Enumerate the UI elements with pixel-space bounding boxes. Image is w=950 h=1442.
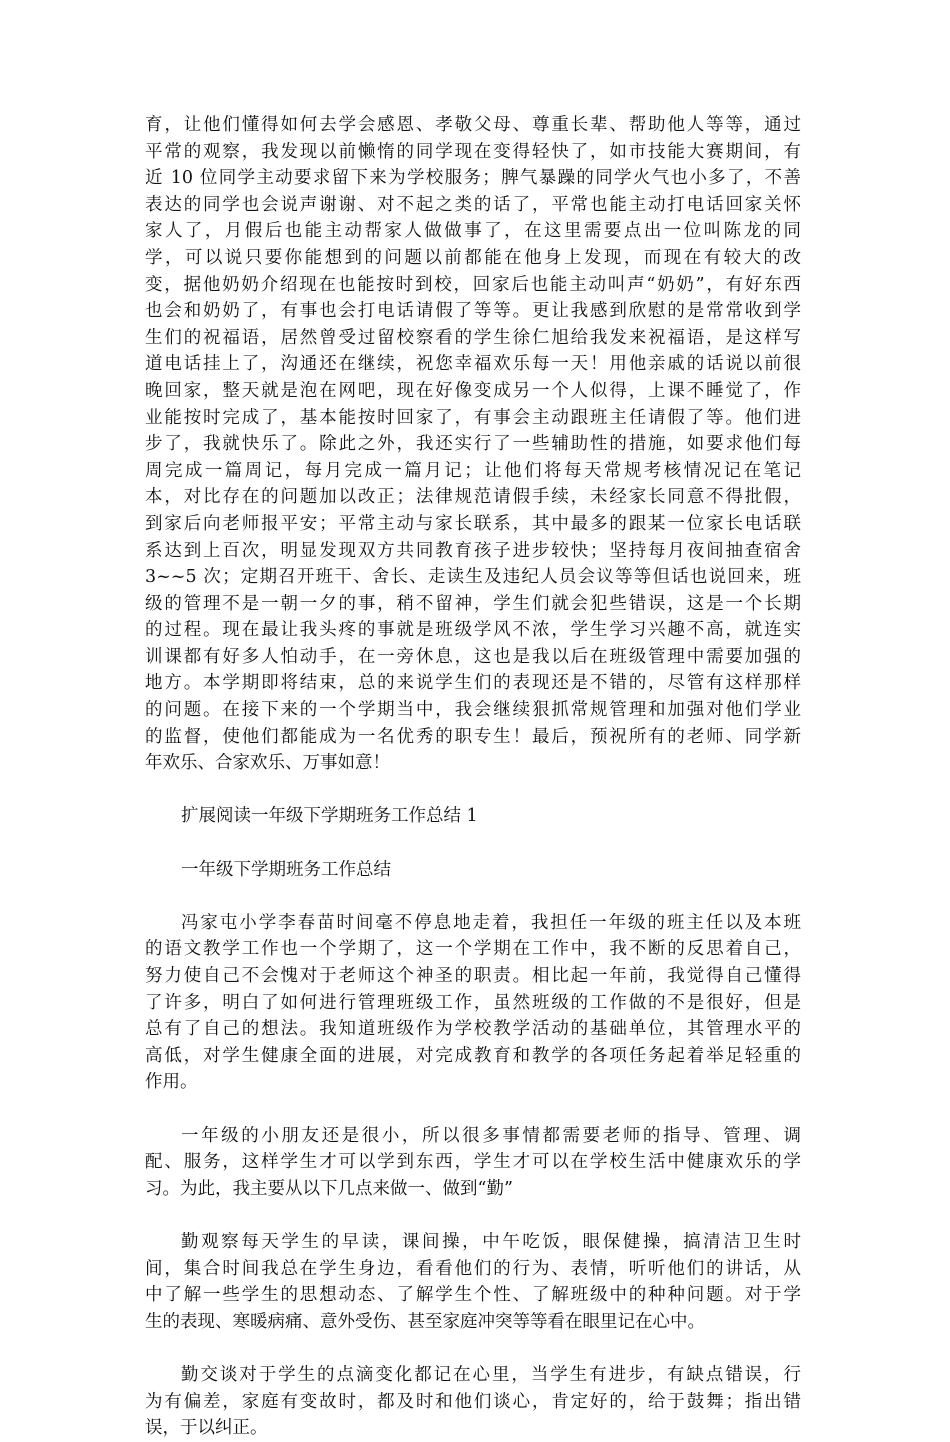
text-line: 近 10 位同学主动要求留下来为学校服务；脾气暴躁的同学火气也小多了，不善 [145,168,801,189]
text-line: 的过程。现在最让我头疼的事就是班级学风不浓，学生学习兴趣不高，就连实 [145,620,801,641]
text-line: 表达的同学也会说声谢谢、对不起之类的话了，平常也能主动打电话回家关怀 [145,194,801,215]
text-line: 级的管理不是一朝一夕的事，稍不留神，学生们就会犯些错误，这是一个长期 [145,593,801,614]
text-line: 了许多，明白了如何进行管理班级工作，虽然班级的工作做的不是很好，但是 [145,992,801,1013]
text-line: 3~~5 次；定期召开班干、舍长、走读生及违纪人员会议等等但话也说回来，班 [145,567,801,588]
text-line: 总有了自己的想法。我知道班级作为学校教学活动的基础单位，其管理水平的 [145,1019,801,1040]
paragraph-3 [145,1123,801,1203]
text-line: 间，集合时间我总在学生身边，看看他们的行为、表情，听听他们的讲话，从 [145,1258,801,1279]
text-line: 中了解一些学生的思想动态、了解学生个性、了解班级中的种种问题。对于学 [145,1285,801,1306]
paragraph-4 [145,1229,801,1335]
paragraph-1 [145,112,801,777]
paragraph-5 [145,1362,801,1442]
text-line: 作用。 [145,1072,198,1093]
text-line: 冯家屯小学李春苗时间毫不停息地走着，我担任一年级的班主任以及本班 [181,912,801,933]
text-line: 训课都有好多人怕动手，在一旁休息，这也是我以后在班级管理中需要加强的 [145,646,801,667]
document-page [145,112,801,1442]
text-line: 晚回家，整天就是泡在网吧，现在好像变成另一个人似得，上课不睡觉了，作 [145,380,801,401]
paragraph-spacer [145,1096,801,1123]
text-line: 育，让他们懂得如何去学会感恩、孝敬父母、尊重长辈、帮助他人等等，通过 [145,115,801,135]
text-line: 本，对比存在的问题加以改正；法律规范请假手续，未经家长同意不得批假， [145,487,801,508]
text-line: 生的表现、寒暖病痛、意外受伤、甚至家庭冲突等等看在眼里记在心中。 [145,1311,705,1332]
paragraph-spacer [145,830,801,857]
text-line: 为有偏差，家庭有变故时，都及时和他们谈心，肯定好的，给于鼓舞；指出错 [145,1391,801,1412]
text-line: 误，于以纠正。 [145,1418,268,1439]
text-line: 步了，我就快乐了。除此之外，我还实行了一些辅助性的措施，如要求他们每 [145,434,801,455]
text-line: 地方。本学期即将结束，总的来说学生们的表现还是不错的，尽管有这样那样 [145,673,801,694]
text-line: 道电话挂上了，沟通还在继续，祝您幸福欢乐每一天！用他亲戚的话说以前很 [145,354,801,375]
text-line: 也会和奶奶了，有事也会打电话请假了等等。更让我感到欣慰的是常常收到学 [145,301,801,322]
paragraph-spacer [145,1202,801,1229]
text-line: 的监督，使他们都能成为一名优秀的职专生！最后，预祝所有的老师、同学新 [145,726,801,747]
text-line: 变，据他奶奶介绍现在也能按时到校，回家后也能主动叫声“奶奶”，有好东西 [145,274,801,295]
text-line: 配、服务，这样学生才可以学到东西，学生才可以在学校生活中健康欢乐的学 [145,1152,801,1173]
text-line: 的问题。在接下来的一个学期当中，我会继续狠抓常规管理和加强对他们学业 [145,700,801,721]
paragraph-spacer [145,1335,801,1362]
text-line: 业能按时完成了，基本能按时回家了，有事会主动跟班主任请假了等。他们进 [145,407,801,428]
text-line: 周完成一篇周记，每月完成一篇月记；让他们将每天常规考核情况记在笔记 [145,460,801,481]
paragraph-2 [145,910,801,1096]
text-line: 系达到上百次，明显发现双方共同教育孩子进步较快；坚持每月夜间抽查宿舍 [145,540,801,561]
text-line: 努力使自己不会愧对于老师这个神圣的职责。相比起一年前，我觉得自己懂得 [145,966,801,986]
text-line: 勤观察每天学生的早读，课间操，中午吃饭，眼保健操，搞清洁卫生时 [181,1231,801,1252]
text-line: 勤交谈对于学生的点滴变化都记在心里，当学生有进步，有缺点错误，行 [181,1364,801,1385]
text-line: 年欢乐、合家欢乐、万事如意！ [145,753,390,774]
paragraph-spacer [145,883,801,910]
text-line: 的语文教学工作也一个学期了，这一个学期在工作中，我不断的反思着自己， [145,939,801,960]
text-line: 学，可以说只要你能想到的问题以前都能在他身上发现，而现在有较大的改 [145,247,801,268]
text-line: 平常的观察，我发现以前懒惰的同学现在变得轻快了，如市技能大赛期间，有 [145,141,801,162]
text-line: 一年级的小朋友还是很小，所以很多事情都需要老师的指导、管理、调 [181,1125,801,1146]
paragraph-spacer [145,777,801,804]
text-line: 高低，对学生健康全面的进展，对完成教育和教学的各项任务起着举足轻重的 [145,1045,801,1066]
text-line: 到家后向老师报平安；平常主动与家长联系，其中最多的跟某一位家长电话联 [145,513,801,534]
text-line: 生们的祝福语，居然曾受过留校察看的学生徐仁旭给我发来祝福语，是这样写 [145,327,801,348]
section-heading: 扩展阅读一年级下学期班务工作总结 1 [181,806,478,827]
text-line: 习。为此，我主要从以下几点来做一、做到“勤” [145,1178,513,1199]
text-line: 家人了，月假后也能主动帮家人做做事了，在这里需要点出一位叫陈龙的同 [145,221,801,242]
document-title: 一年级下学期班务工作总结 [181,859,391,880]
